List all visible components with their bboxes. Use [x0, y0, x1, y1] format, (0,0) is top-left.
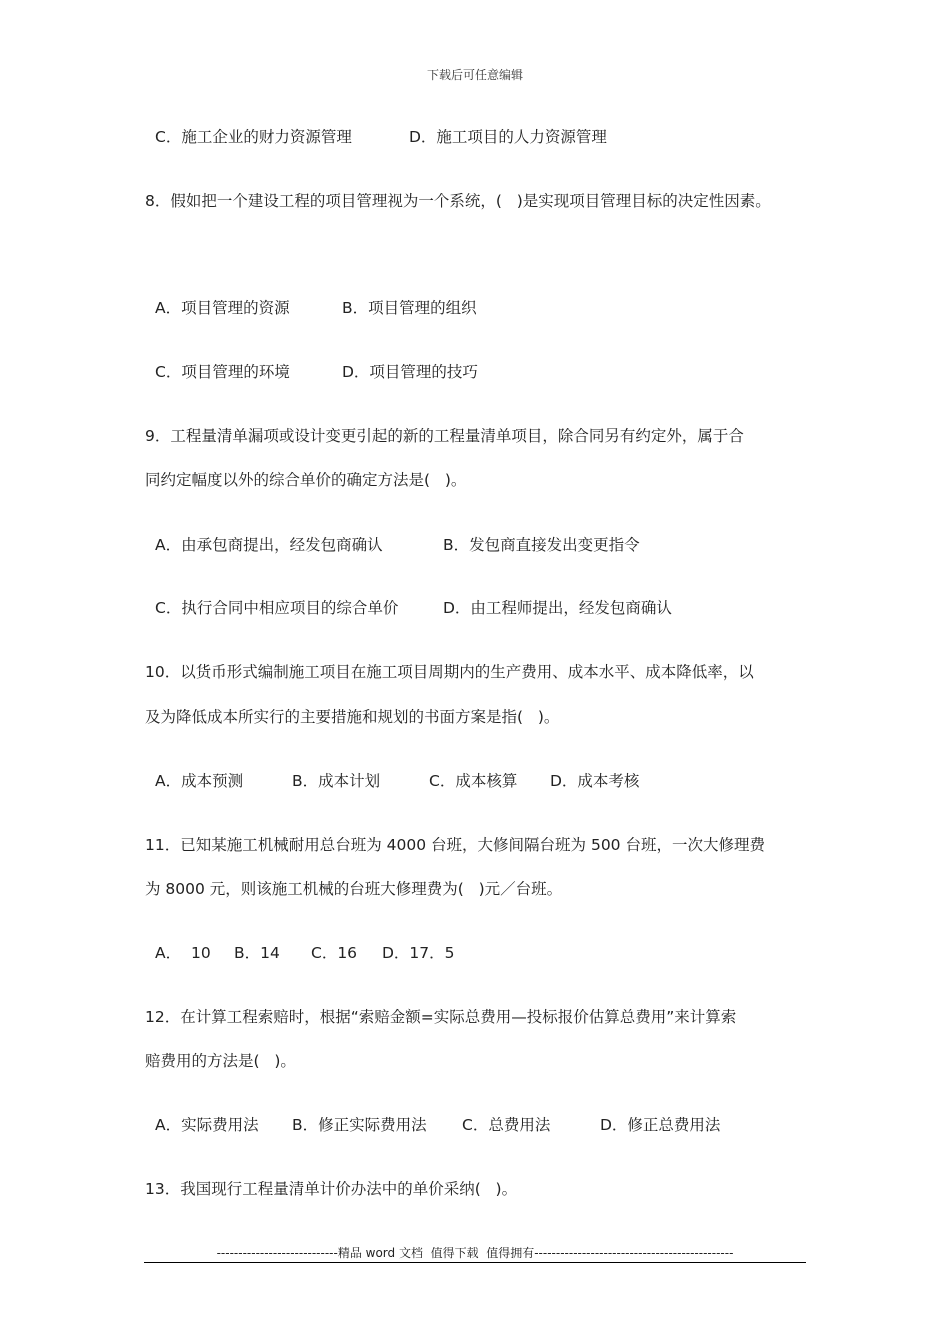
question-text: 9．工程量清单漏项或设计变更引起的新的工程量清单项目，除合同另有约定外，属于合	[145, 427, 744, 445]
question-text: 13．我国现行工程量清单计价办法中的单价采纳( )。	[145, 1180, 518, 1198]
footer-rule	[144, 1262, 806, 1263]
question-text: 及为降低成本所实行的主要措施和规划的书面方案是指( )。	[145, 708, 560, 726]
option-text: D．由工程师提出，经发包商确认	[443, 599, 672, 617]
text-line-q9a	[145, 426, 744, 446]
text-line-q8	[145, 191, 771, 211]
option-text: C．项目管理的环境	[155, 363, 290, 381]
option-text: C．总费用法	[462, 1116, 551, 1134]
option-text: C．16	[311, 944, 358, 962]
text-line-q10opts	[155, 771, 639, 791]
footer-text: ----------------------------精品 word 文档 值得下载 值得拥有----------------------------------------------	[216, 1246, 734, 1260]
option-text: A．由承包商提出，经发包商确认	[155, 536, 383, 554]
option-text: D．施工项目的人力资源管理	[409, 128, 607, 146]
option-text: A． 10	[155, 944, 211, 962]
option-text: C．施工企业的财力资源管理	[155, 128, 352, 146]
question-text: 10．以货币形式编制施工项目在施工项目周期内的生产费用、成本水平、成本降低率，以	[145, 663, 754, 681]
text-line-q11b	[145, 879, 562, 899]
option-text: C．成本核算	[429, 772, 518, 790]
option-text: D．修正总费用法	[600, 1116, 721, 1134]
option-text: D．项目管理的技巧	[342, 363, 478, 381]
question-text: 12．在计算工程索赔时，根据“索赔金额=实际总费用—投标报价估算总费用”来计算索	[145, 1008, 737, 1026]
option-text: B．成本计划	[292, 772, 381, 790]
text-line-q7cd	[155, 127, 607, 147]
option-text: B．14	[234, 944, 280, 962]
text-line-q11opts	[155, 943, 455, 963]
text-line-q10b	[145, 707, 559, 727]
option-text: A．成本预测	[155, 772, 244, 790]
option-text: C．执行合同中相应项目的综合单价	[155, 599, 399, 617]
text-line-q13	[145, 1179, 517, 1199]
text-line-q9ab	[155, 535, 640, 555]
question-text: 11．已知某施工机械耐用总台班为 4000 台班，大修间隔台班为 500 台班，一次大修理费	[145, 836, 765, 854]
text-line-q8cd	[155, 362, 478, 382]
question-text: 赔费用的方法是( )。	[145, 1052, 296, 1070]
text-line-q12a	[145, 1007, 736, 1027]
option-text: B．修正实际费用法	[292, 1116, 427, 1134]
option-text: A．实际费用法	[155, 1116, 259, 1134]
text-line-q11a	[145, 835, 765, 855]
question-text: 同约定幅度以外的综合单价的确定方法是( )。	[145, 471, 467, 489]
text-line-q8ab	[155, 298, 477, 318]
text-line-q12opts	[155, 1115, 720, 1135]
text-line-q12b	[145, 1051, 296, 1071]
text-line-q9b	[145, 470, 466, 490]
option-text: D．17．5	[382, 944, 455, 962]
question-text: 为 8000 元，则该施工机械的台班大修理费为( )元／台班。	[145, 880, 563, 898]
option-text: A．项目管理的资源	[155, 299, 290, 317]
text-line-q9cd	[155, 598, 672, 618]
page-header: 下载后可任意编辑	[426, 68, 523, 82]
question-text: 8．假如把一个建设工程的项目管理视为一个系统，( )是实现项目管理目标的决定性因素。	[145, 192, 771, 210]
option-text: B．项目管理的组织	[342, 299, 477, 317]
option-text: B．发包商直接发出变更指令	[443, 536, 640, 554]
text-line-q10a	[145, 662, 754, 682]
option-text: D．成本考核	[550, 772, 640, 790]
